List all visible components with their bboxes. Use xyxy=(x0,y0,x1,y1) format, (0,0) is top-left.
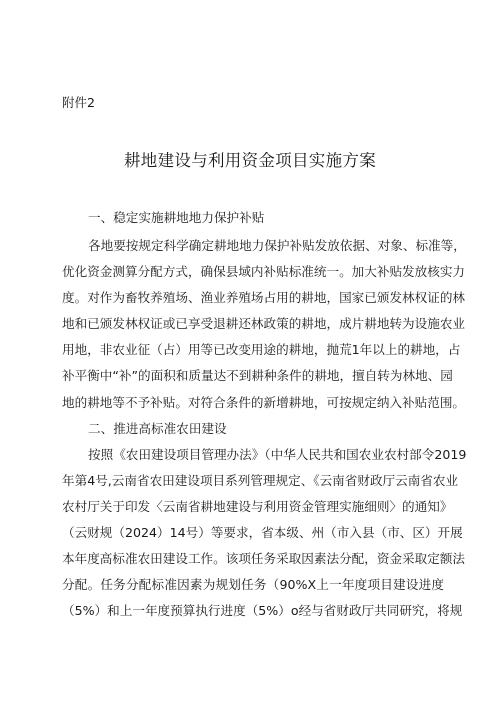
document-title: 耕地建设与利用资金项目实施方案 xyxy=(124,151,376,170)
section-heading-1: 一、稳定实施耕地地力保护补贴 xyxy=(88,210,265,225)
paragraph-line: 用地，非农业征（占）用等已改变用途的耕地，抛荒1年以上的耕地，占 xyxy=(62,342,461,357)
paragraph-line: （5%）和上一年度预算执行进度（5%）o经与省财政厅共同研究，将规 xyxy=(62,603,463,618)
paragraph-line: 地的耕地等不予补贴。对符合条件的新增耕地，可按规定纳入补贴范围。 xyxy=(62,395,465,410)
paragraph-line: 年第4号,云南省农田建设项目系列管理规定、《云南省财政厅云南省农业 xyxy=(62,473,459,488)
attachment-label: 附件2 xyxy=(62,95,95,110)
paragraph-line: 优化资金测算分配方式，确保县域内补贴标准统一。加大补贴发放核实力 xyxy=(62,264,465,279)
paragraph-line: 本年度高标准农田建设工作。该项任务采取因素法分配，资金采取定额法 xyxy=(62,551,465,566)
paragraph-line: （云财规（2024）14号）等要求，省本级、州（市入县（市、区）开展 xyxy=(62,525,463,540)
paragraph-line: 地和已颁发林权证或已享受退耕还林政策的耕地，成片耕地转为设施农业 xyxy=(62,316,465,331)
paragraph-line: 各地要按规定科学确定耕地地力保护补贴发放依据、对象、标准等， xyxy=(88,238,466,253)
section-heading-2: 二、推进高标准农田建设 xyxy=(88,421,227,436)
paragraph-line: 度。对作为畜牧养殖场、渔业养殖场占用的耕地，国家已颁发林权证的林 xyxy=(62,290,465,305)
paragraph-line: 分配。任务分配标准因素为规划任务（90%X上一年度项目建设进度 xyxy=(62,577,444,592)
paragraph-line: 农村厅关于印发〈云南省耕地建设与利用资金管理实施细则〉的通知》 xyxy=(62,499,453,514)
paragraph-line: 按照《农田建设项目管理办法》（中华人民共和国农业农村部令2019 xyxy=(88,447,467,462)
paragraph-line: 补平衡中“补”的面积和质量达不到耕种条件的耕地，擅自转为林地、园 xyxy=(62,368,453,383)
